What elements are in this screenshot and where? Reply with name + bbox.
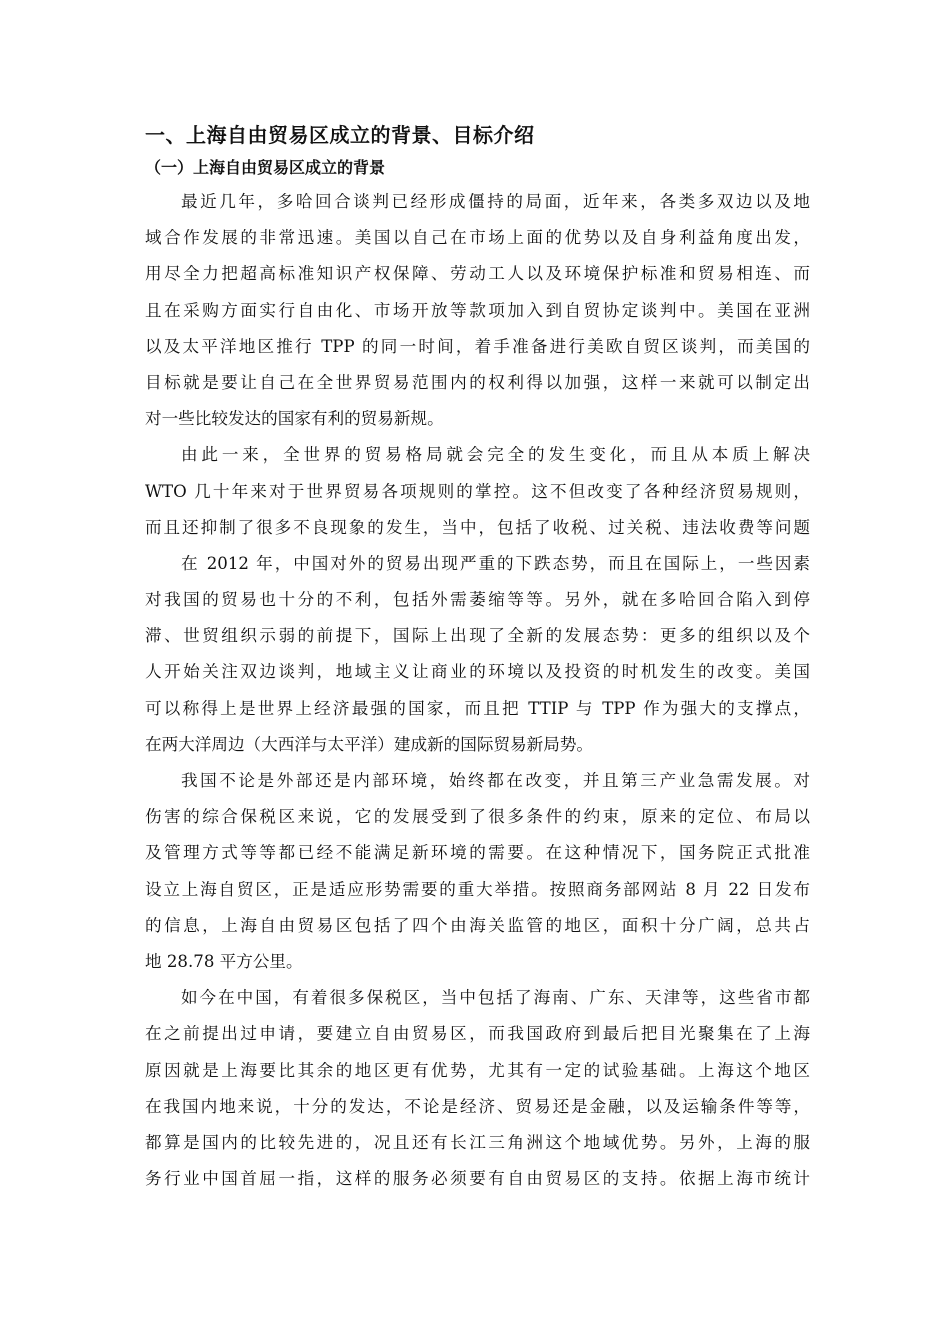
paragraph-line: 地 28.78 平方公里。 [145, 951, 303, 971]
paragraph-line: 的信息，上海自由贸易区包括了四个由海关监管的地区，面积十分广阔，总共占 [145, 915, 810, 935]
paragraph-line: 最近几年，多哈回合谈判已经形成僵持的局面，近年来，各类多双边以及地 [181, 192, 810, 211]
paragraph-line: 域合作发展的非常迅速。美国以自己在市场上面的优势以及自身利益角度出发， [145, 228, 810, 248]
document-body [145, 120, 810, 1197]
paragraph-line: 对一些比较发达的国家有利的贸易新规。 [145, 409, 444, 429]
paragraph [145, 437, 810, 546]
paragraph-line: 用尽全力把超高标准知识产权保障、劳动工人以及环境保护标准和贸易相连、而 [145, 264, 810, 284]
paragraph-line: 在我国内地来说，十分的发达，不论是经济、贸易还是金融，以及运输条件等等， [145, 1096, 810, 1116]
subsection-heading: （一）上海自由贸易区成立的背景 [145, 158, 386, 177]
paragraph-line: 由此一来，全世界的贸易格局就会完全的发生变化，而且从本质上解决 [181, 445, 810, 465]
paragraph-line: 如今在中国，有着很多保税区，当中包括了海南、广东、天津等，这些省市都 [181, 988, 810, 1008]
paragraph-line: 目标就是要让自己在全世界贸易范围内的权利得以加强，这样一来就可以制定出 [145, 372, 810, 392]
paragraph-line: 伤害的综合保税区来说，它的发展受到了很多条件的约束，原来的定位、布局以 [145, 807, 810, 827]
paragraph-line: 及管理方式等等都已经不能满足新环境的需要。在这种情况下，国务院正式批准 [145, 843, 810, 863]
paragraph [145, 763, 810, 980]
paragraph-list [145, 184, 810, 1197]
paragraph-line: 在两大洋周边（大西洋与太平洋）建成新的国际贸易新局势。 [145, 734, 594, 754]
paragraph [145, 546, 810, 763]
paragraph-line: 设立上海自贸区，正是适应形势需要的重大举措。按照商务部网站 8 月 22 日发布 [145, 879, 810, 899]
paragraph-line: 以及太平洋地区推行 TPP 的同一时间，着手准备进行美欧自贸区谈判，而美国的 [145, 336, 810, 356]
paragraph-line: 在之前提出过申请，要建立自由贸易区，而我国政府到最后把目光聚集在了上海 [145, 1024, 810, 1044]
paragraph-line: 可以称得上是世界上经济最强的国家，而且把 TTIP 与 TPP 作为强大的支撑点， [145, 698, 810, 718]
paragraph [145, 980, 810, 1197]
paragraph-line: 务行业中国首屈一指，这样的服务必须要有自由贸易区的支持。依据上海市统计 [145, 1169, 810, 1189]
paragraph [145, 184, 810, 437]
paragraph-line: 且在采购方面实行自由化、市场开放等款项加入到自贸协定谈判中。美国在亚洲 [145, 300, 810, 320]
paragraph-line: 都算是国内的比较先进的，况且还有长江三角洲这个地域优势。另外，上海的服 [145, 1132, 810, 1152]
paragraph-line: 而且还抑制了很多不良现象的发生，当中，包括了收税、过关税、违法收费等问题 [145, 517, 810, 537]
paragraph-line: 我国不论是外部还是内部环境，始终都在改变，并且第三产业急需发展。对 [181, 771, 810, 790]
paragraph-line: WTO 几十年来对于世界贸易各项规则的掌控。这不但改变了各种经济贸易规则， [145, 481, 810, 501]
paragraph-line: 原因就是上海要比其余的地区更有优势，尤其有一定的试验基础。上海这个地区 [145, 1060, 810, 1080]
paragraph-line: 在 2012 年，中国对外的贸易出现严重的下跌态势，而且在国际上，一些因素 [181, 553, 810, 573]
paragraph-line: 人开始关注双边谈判，地域主义让商业的环境以及投资的时机发生的改变。美国 [145, 662, 810, 682]
paragraph-line: 对我国的贸易也十分的不利，包括外需萎缩等等。另外，就在多哈回合陷入到停 [145, 590, 810, 610]
section-heading: 一、上海自由贸易区成立的背景、目标介绍 [145, 123, 535, 147]
paragraph-line: 滞、世贸组织示弱的前提下，国际上出现了全新的发展态势：更多的组织以及个 [145, 626, 810, 646]
